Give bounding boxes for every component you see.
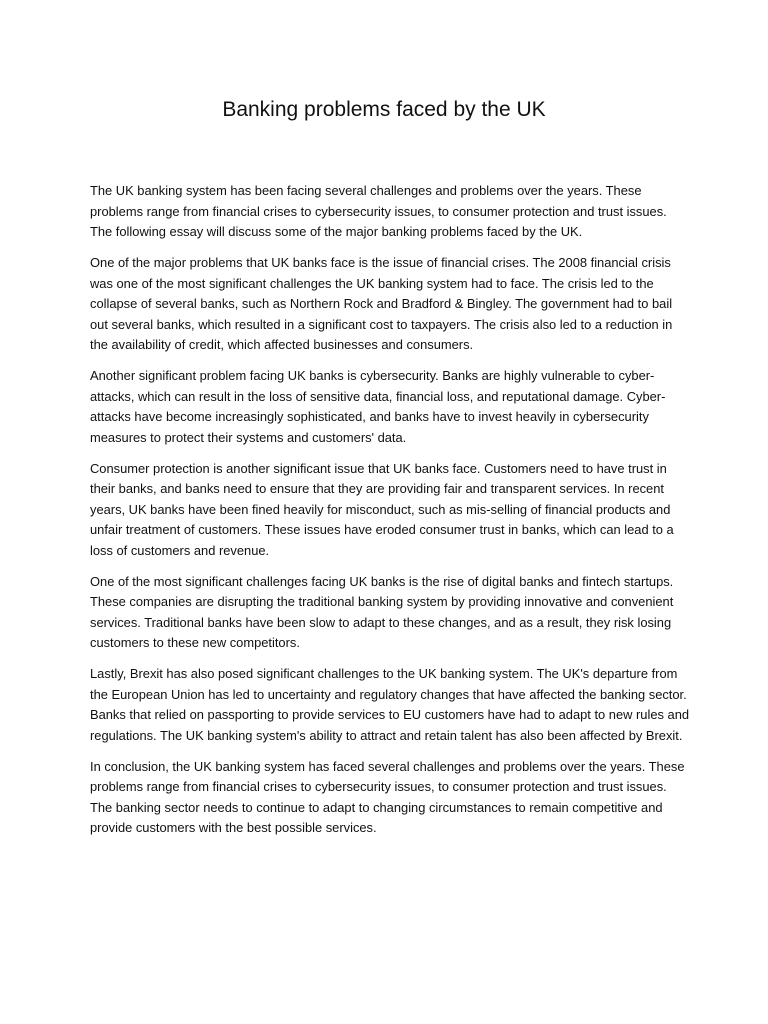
document-title: Banking problems faced by the UK <box>222 98 546 121</box>
paragraph-cybersecurity: Another significant problem facing UK banks is cybersecurity. Banks are highly vulnerable to cyber-attacks, which can result in the loss of sensitive data, financial loss, and reputational damage. Cyber-attacks have become increasingly sophisticated, and banks have to invest heavily in cybersecurity measures to protect their systems and customers' data. <box>90 368 666 445</box>
paragraph-financial-crises: One of the major problems that UK banks face is the issue of financial crises. The 2008 financial crisis was one of the most significant challenges the UK banking system had to face. The crisis led to the collapse of several banks, such as Northern Rock and Bradford & Bingley. The government had to bail out several banks, which resulted in a significant cost to taxpayers. The crisis also led to a reduction in the availability of credit, which affected businesses and consumers. <box>90 255 673 352</box>
paragraph-brexit: Lastly, Brexit has also posed significant challenges to the UK banking system. The UK's departure from the European Union has led to uncertainty and regulatory changes that have affected the banking sector. Banks that relied on passporting to provide services to EU customers have had to adapt to new rules and regulations. The UK banking system's ability to attract and retain talent has also been affected by Brexit. <box>90 666 690 743</box>
paragraph-digital-banks: One of the most significant challenges facing UK banks is the rise of digital banks and fintech startups. These companies are disrupting the traditional banking system by providing innovative and convenient services. Traditional banks have been slow to adapt to these changes, and as a result, they risk losing customers to these new competitors. <box>90 573 674 650</box>
paragraph-introduction: The UK banking system has been facing several challenges and problems over the years. These problems range from financial crises to cybersecurity issues, to consumer protection and trust issues. The following essay will discuss some of the major banking problems faced by the UK. <box>90 183 667 239</box>
paragraph-consumer-protection: Consumer protection is another significant issue that UK banks face. Customers need to have trust in their banks, and banks need to ensure that they are providing fair and transparent services. In recent years, UK banks have been fined heavily for misconduct, such as mis-selling of financial products and unfair treatment of customers. These issues have eroded consumer trust in banks, which can lead to a loss of customers and revenue. <box>90 460 674 558</box>
paragraph-conclusion: In conclusion, the UK banking system has faced several challenges and problems over the years. These problems range from financial crises to cybersecurity issues, to consumer protection and trust issues. The banking sector needs to continue to adapt to changing circumstances to remain competitive and provide customers with the best possible services. <box>90 758 685 835</box>
document-body <box>90 181 690 849</box>
